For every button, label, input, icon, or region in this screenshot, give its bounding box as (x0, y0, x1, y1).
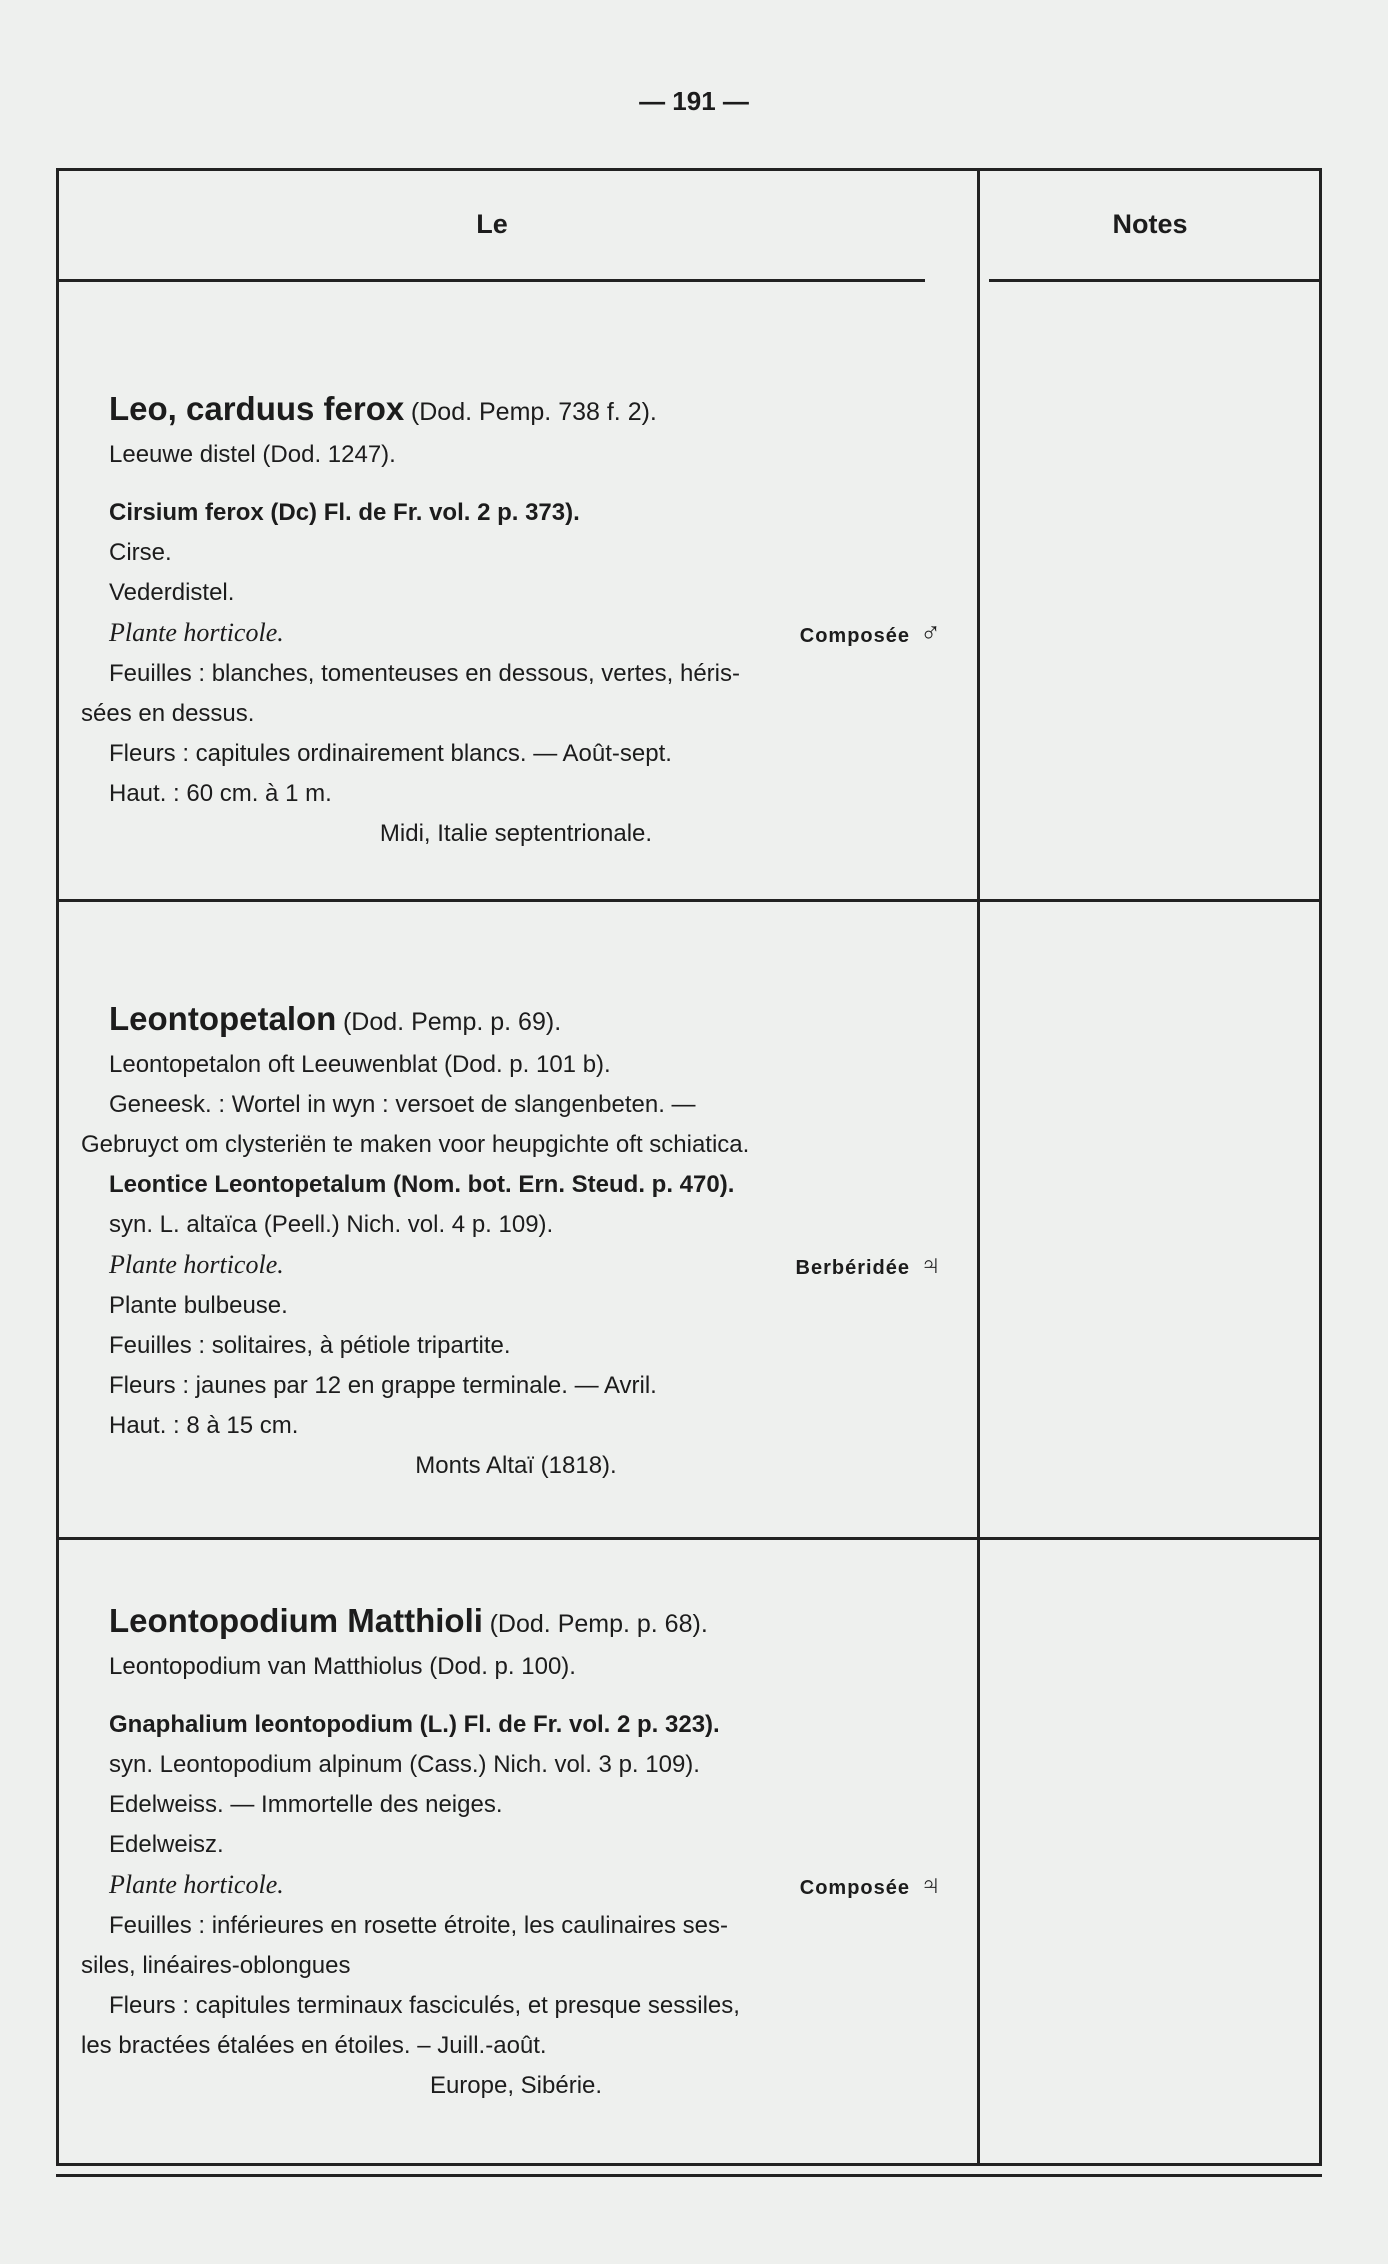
perennial-symbol-icon: ♃ (920, 1869, 941, 1900)
column-divider (977, 171, 980, 2163)
entry-line: Haut. : 60 cm. à 1 m. (109, 780, 332, 807)
entry-line: Haut. : 8 à 15 cm. (109, 1412, 299, 1439)
entry-line: Feuilles : solitaires, à pétiole tripartite. (109, 1332, 511, 1359)
entry-title-ref: (Dod. Pemp. 738 f. 2). (410, 398, 657, 426)
entry-title: Leontopodium Matthioli (109, 1602, 483, 1639)
column-header-le: Le (476, 209, 508, 239)
entry-line: Gebruyct om clysteriën te maken voor heupgichte oft schiatica. (81, 1131, 750, 1158)
entry-leontopetalon (81, 993, 951, 1486)
entry-line: Cirsium ferox (Dc) Fl. de Fr. vol. 2 p. 373). (109, 499, 580, 526)
entry-line: Plante horticole. (109, 1870, 284, 1899)
header-rule-right (989, 279, 1319, 282)
row-rule-1 (59, 899, 1319, 902)
entry-title-ref: (Dod. Pemp. p. 69). (342, 1008, 562, 1036)
entry-line: Monts Altaï (1818). (415, 1452, 617, 1479)
entry-title: Leontopetalon (109, 1000, 337, 1037)
entry-line: Fleurs : jaunes par 12 en grappe terminale. — Avril. (109, 1372, 657, 1399)
bottom-rule (56, 2174, 1322, 2177)
entry-leo-carduus (81, 383, 951, 854)
family-label: Berbéridée (795, 1257, 910, 1279)
entry-title: Leo, carduus ferox (109, 390, 405, 427)
entry-line: syn. L. altaïca (Peell.) Nich. vol. 4 p. 109). (109, 1211, 554, 1238)
page-number: — 191 — (639, 86, 749, 116)
entry-line: Gnaphalium leontopodium (L.) Fl. de Fr. vol. 2 p. 323). (109, 1711, 720, 1738)
entry-line: Vederdistel. (109, 579, 235, 606)
entry-line: Leontice Leontopetalum (Nom. bot. Ern. Steud. p. 470). (109, 1171, 735, 1198)
entry-line: Edelweiss. — Immortelle des neiges. (109, 1791, 503, 1818)
entry-line: sées en dessus. (81, 700, 255, 727)
male-symbol-icon: ♂ (920, 617, 941, 648)
entry-line: Plante horticole. (109, 1250, 284, 1279)
entry-line: siles, linéaires-oblongues (81, 1952, 351, 1979)
entry-line: Plante bulbeuse. (109, 1292, 288, 1319)
family-label: Composée (799, 1877, 910, 1899)
entry-line: les bractées étalées en étoiles. – Juill.-août. (81, 2032, 547, 2059)
entry-leontopodium (81, 1595, 951, 2106)
entry-line: Fleurs : capitules ordinairement blancs. — Août-sept. (109, 740, 672, 767)
entry-line: Edelweisz. (109, 1831, 224, 1858)
entry-line: Feuilles : inférieures en rosette étroite, les caulinaires ses- (109, 1912, 728, 1939)
perennial-symbol-icon: ♃ (920, 1249, 941, 1280)
entry-line: Plante horticole. (109, 618, 284, 647)
entry-line: Leeuwe distel (Dod. 1247). (109, 441, 396, 468)
entry-title-ref: (Dod. Pemp. p. 68). (489, 1610, 708, 1638)
entry-line: Leontopodium van Matthiolus (Dod. p. 100). (109, 1653, 576, 1680)
table-frame (56, 168, 1322, 2166)
entry-line: syn. Leontopodium alpinum (Cass.) Nich. vol. 3 p. 109). (109, 1751, 700, 1778)
entry-line: Cirse. (109, 539, 172, 566)
entry-line: Midi, Italie septentrionale. (379, 820, 653, 847)
entry-line: Geneesk. : Wortel in wyn : versoet de slangenbeten. — (109, 1091, 696, 1118)
family-label: Composée (799, 625, 910, 647)
column-header-notes: Notes (1112, 209, 1188, 239)
entry-line: Europe, Sibérie. (429, 2072, 603, 2099)
header-rule-left (59, 279, 925, 282)
row-rule-2 (59, 1537, 1319, 1540)
entry-line: Leontopetalon oft Leeuwenblat (Dod. p. 101 b). (109, 1051, 611, 1078)
entry-line: Fleurs : capitules terminaux fasciculés, et presque sessiles, (109, 1992, 740, 2019)
entry-line: Feuilles : blanches, tomenteuses en dessous, vertes, héris- (109, 660, 740, 687)
